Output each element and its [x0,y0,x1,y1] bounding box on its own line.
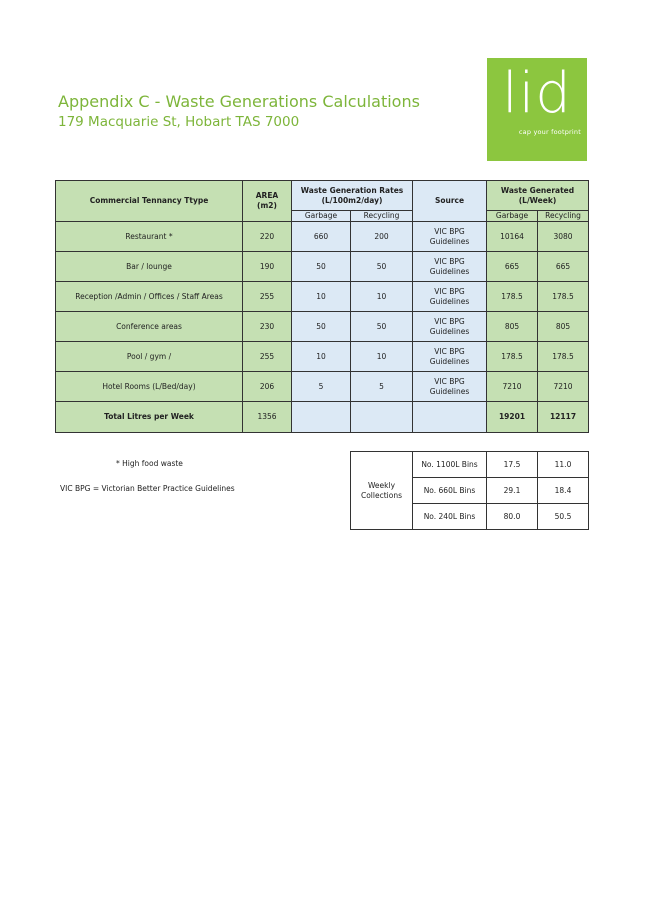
row-source: VIC BPG Guidelines [413,312,487,342]
bin-recycling: 11.0 [538,452,589,478]
row-area: 255 [243,342,292,372]
row-type: Bar / lounge [56,252,243,282]
row-gen-garbage: 178.5 [487,342,538,372]
row-type: Pool / gym / [56,342,243,372]
row-area: 206 [243,372,292,402]
total-gen-garbage: 19201 [487,402,538,433]
row-gen-recycling: 7210 [538,372,589,402]
row-rate-garbage: 10 [292,342,351,372]
header-rate-recycling: Recycling [351,211,413,222]
row-source: VIC BPG Guidelines [413,342,487,372]
total-rate-garbage-empty [292,402,351,433]
row-rate-recycling: 5 [351,372,413,402]
row-rate-recycling: 10 [351,282,413,312]
row-gen-garbage: 7210 [487,372,538,402]
lid-logo [487,58,587,161]
row-gen-garbage: 178.5 [487,282,538,312]
bin-recycling: 18.4 [538,478,589,504]
total-label: Total Litres per Week [56,402,243,433]
waste-calculation-table [55,180,589,433]
row-gen-recycling: 178.5 [538,342,589,372]
row-gen-recycling: 805 [538,312,589,342]
row-gen-recycling: 665 [538,252,589,282]
page-title: Appendix C - Waste Generations Calculations [58,92,420,111]
header-generated: Waste Generated (L/Week) [487,181,589,211]
row-type: Restaurant * [56,222,243,252]
row-gen-garbage: 10164 [487,222,538,252]
row-rate-garbage: 10 [292,282,351,312]
table-row [56,222,589,252]
row-source: VIC BPG Guidelines [413,252,487,282]
row-rate-garbage: 50 [292,252,351,282]
bin-garbage: 29.1 [487,478,538,504]
row-rate-garbage: 660 [292,222,351,252]
row-source: VIC BPG Guidelines [413,282,487,312]
bin-garbage: 17.5 [487,452,538,478]
weekly-collections-label: Weekly Collections [351,452,413,530]
header-rates: Waste Generation Rates (L/100m2/day) [292,181,413,211]
bin-size: No. 660L Bins [413,478,487,504]
header-gen-recycling: Recycling [538,211,589,222]
row-type: Reception /Admin / Offices / Staff Areas [56,282,243,312]
row-rate-recycling: 50 [351,312,413,342]
page-subtitle: 179 Macquarie St, Hobart TAS 7000 [58,114,300,130]
row-source: VIC BPG Guidelines [413,372,487,402]
logo-tagline: cap your footprint [518,128,581,136]
header-rate-garbage: Garbage [292,211,351,222]
row-area: 230 [243,312,292,342]
total-area: 1356 [243,402,292,433]
row-source: VIC BPG Guidelines [413,222,487,252]
note-vic-bpg: VIC BPG = Victorian Better Practice Guidelines [60,484,235,493]
table-row [56,312,589,342]
table-row [56,372,589,402]
total-row [56,402,589,433]
bin-garbage: 80.0 [487,504,538,530]
note-high-food-waste: * High food waste [116,459,183,468]
row-rate-recycling: 200 [351,222,413,252]
bins-row [351,452,589,478]
bin-size: No. 1100L Bins [413,452,487,478]
row-type: Hotel Rooms (L/Bed/day) [56,372,243,402]
row-gen-recycling: 3080 [538,222,589,252]
row-area: 190 [243,252,292,282]
row-area: 220 [243,222,292,252]
row-rate-recycling: 50 [351,252,413,282]
bin-recycling: 50.5 [538,504,589,530]
total-gen-recycling: 12117 [538,402,589,433]
row-rate-recycling: 10 [351,342,413,372]
row-gen-garbage: 805 [487,312,538,342]
header-area: AREA (m2) [243,181,292,222]
table-row [56,282,589,312]
table-row [56,342,589,372]
logo-mark: lid [502,61,572,126]
bins-table [350,451,589,530]
header-gen-garbage: Garbage [487,211,538,222]
row-rate-garbage: 5 [292,372,351,402]
row-rate-garbage: 50 [292,312,351,342]
header-tenancy-type: Commercial Tennancy Ttype [56,181,243,222]
row-type: Conference areas [56,312,243,342]
row-area: 255 [243,282,292,312]
row-gen-recycling: 178.5 [538,282,589,312]
header-source: Source [413,181,487,222]
total-rate-recycling-empty [351,402,413,433]
row-gen-garbage: 665 [487,252,538,282]
table-row [56,252,589,282]
bin-size: No. 240L Bins [413,504,487,530]
total-source-empty [413,402,487,433]
